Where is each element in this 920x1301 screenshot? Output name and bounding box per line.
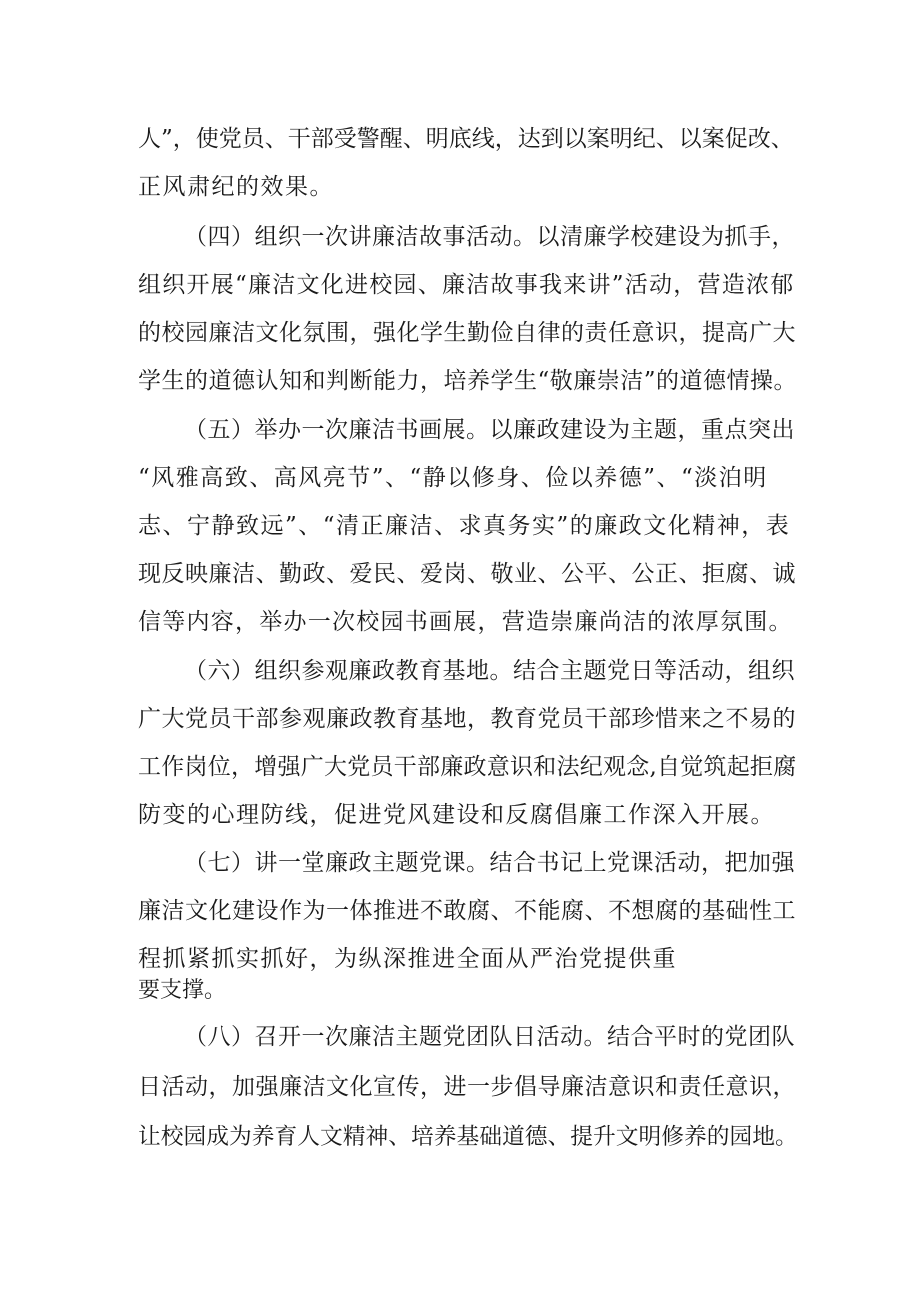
text-line: 信等内容，举办一次校园书画展，营造崇廉尚洁的浓厚氛围。	[138, 609, 793, 635]
paragraph-heading-7: （七）讲一堂廉政主题党课。结合书记上党课活动，把加强	[184, 850, 795, 876]
text-line: 要支撑。	[138, 978, 227, 1003]
text-line: 组织开展“廉洁文化进校园、廉洁故事我来讲”活动，营造浓郁	[138, 272, 795, 298]
paragraph-heading-5: （五）举办一次廉洁书画展。以廉政建设为主题，重点突出	[184, 417, 795, 443]
text-line: 防变的心理防线，促进党风建设和反腐倡廉工作深入开展。	[138, 802, 775, 828]
text-line: 现反映廉洁、勤政、爱民、爱岗、敬业、公平、公正、拒腐、诚	[138, 561, 796, 587]
paragraph-heading-4: （四）组织一次讲廉洁故事活动。以清廉学校建设为抓手，	[184, 224, 795, 250]
text-line: 广大党员干部参观廉政教育基地，教育党员干部珍惜来之不易的	[138, 706, 796, 732]
paragraph-heading-8: （八）召开一次廉洁主题党团队日活动。结合平时的党团队	[184, 1024, 795, 1050]
text-line: 正风肃纪的效果。	[138, 174, 334, 200]
text-line: 工作岗位，增强广大党员干部廉政意识和法纪观念,自觉筑起拒腐	[138, 754, 797, 780]
text-line: 廉洁文化建设作为一体推进不敢腐、不能腐、不想腐的基础性工	[138, 898, 796, 924]
text-line: 程抓紧抓实抓好，为纵深推进全面从严治党提供重	[138, 946, 677, 972]
text-line: “风雅高致、高风亮节”、“静以修身、俭以养德”、“淡泊明	[138, 465, 768, 491]
text-line: 学生的道德认知和判断能力，培养学生“敬廉崇洁”的道德情操。	[138, 368, 798, 394]
text-line: 的校园廉洁文化氛围，强化学生勤俭自律的责任意识，提高广大	[138, 320, 796, 346]
paragraph-heading-6: （六）组织参观廉政教育基地。结合主题党日等活动，组织	[184, 658, 795, 684]
text-line: 日活动，加强廉洁文化宣传，进一步倡导廉洁意识和责任意识，	[138, 1074, 796, 1100]
text-line: 让校园成为养育人文精神、培养基础道德、提升文明修养的园地。	[138, 1124, 798, 1150]
text-line: 人”，使党员、干部受警醒、明底线，达到以案明纪、以案促改、	[138, 126, 794, 152]
text-line: 志、宁静致远”、“清正廉洁、求真务实”的廉政文化精神，表	[138, 513, 791, 539]
